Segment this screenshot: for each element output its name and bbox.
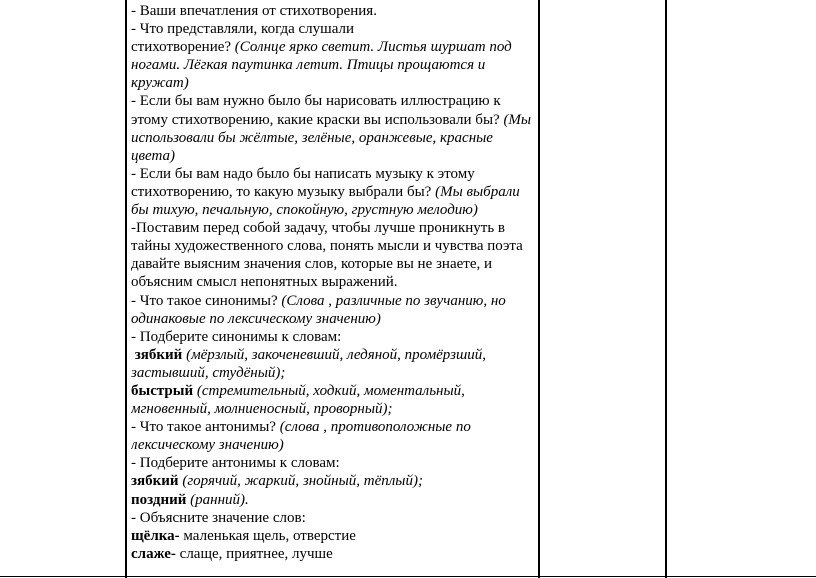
task-explain: - Объясните значение слов: <box>131 509 306 526</box>
question-impressions: - Ваши впечатления от стихотворения. <box>131 3 377 19</box>
synonym-word-2: быстрый (стремительный, ходкий, моментальный, мгновенный, молниеносный, проворный); <box>131 382 465 418</box>
task-statement: -Поставим перед собой задачу, чтобы лучше проникнуть в тайны художественного слова, понять мысли и чувства поэта давайте выясним значения слов, которые вы не знаете, и объясним смысл непонятных выражений. <box>131 220 523 291</box>
explain-word-2: слаже- слаще, приятнее, лучше <box>131 545 333 562</box>
question-synonyms: - Что такое синонимы? (Слова , различные по звучанию, но одинаковые по лексическому значению) <box>131 292 506 327</box>
antonym-word-1: зябкий (горячий, жаркий, знойный, тёплый); <box>131 473 423 490</box>
task-synonyms: - Подберите синонимы к словам: <box>131 328 342 345</box>
column-divider-3 <box>665 0 667 578</box>
question-colors: - Если бы вам нужно было бы нарисовать иллюстрацию к этому стихотворению, какие краски вы использовали бы? (Мы использовали бы жёлтые, зелёные, оранжевые, красные цвета) <box>131 93 532 164</box>
antonym-word-2: поздний (ранний). <box>131 491 249 508</box>
task-antonyms: - Подберите антонимы к словам: <box>131 455 340 472</box>
column-divider-1 <box>125 0 127 578</box>
question-antonyms: - Что такое антонимы? (слова , противоположные по лексическому значению) <box>131 419 471 454</box>
table-bottom-border <box>0 576 816 577</box>
teacher-activity-column <box>131 2 539 563</box>
answer-imagined: стихотворение? (Солнце ярко светит. Листья шуршат под ногами. Лёгкая паутинка летит. Птицы прощаются и кружат) <box>131 39 512 92</box>
synonym-word-1: зябкий (мёрзлый, закоченевший, ледяной, промёрзший, застывший, студёный); <box>131 346 487 381</box>
explain-word-1: щёлка- маленькая щель, отверстие <box>131 527 356 544</box>
question-music: - Если бы вам надо было бы написать музыку к этому стихотворению, то какую музыку выбрали бы? (Мы выбрали бы тихую, печальную, спокойную, грустную мелодию) <box>131 165 520 219</box>
question-imagined: - Что представляли, когда слушали <box>131 21 355 38</box>
